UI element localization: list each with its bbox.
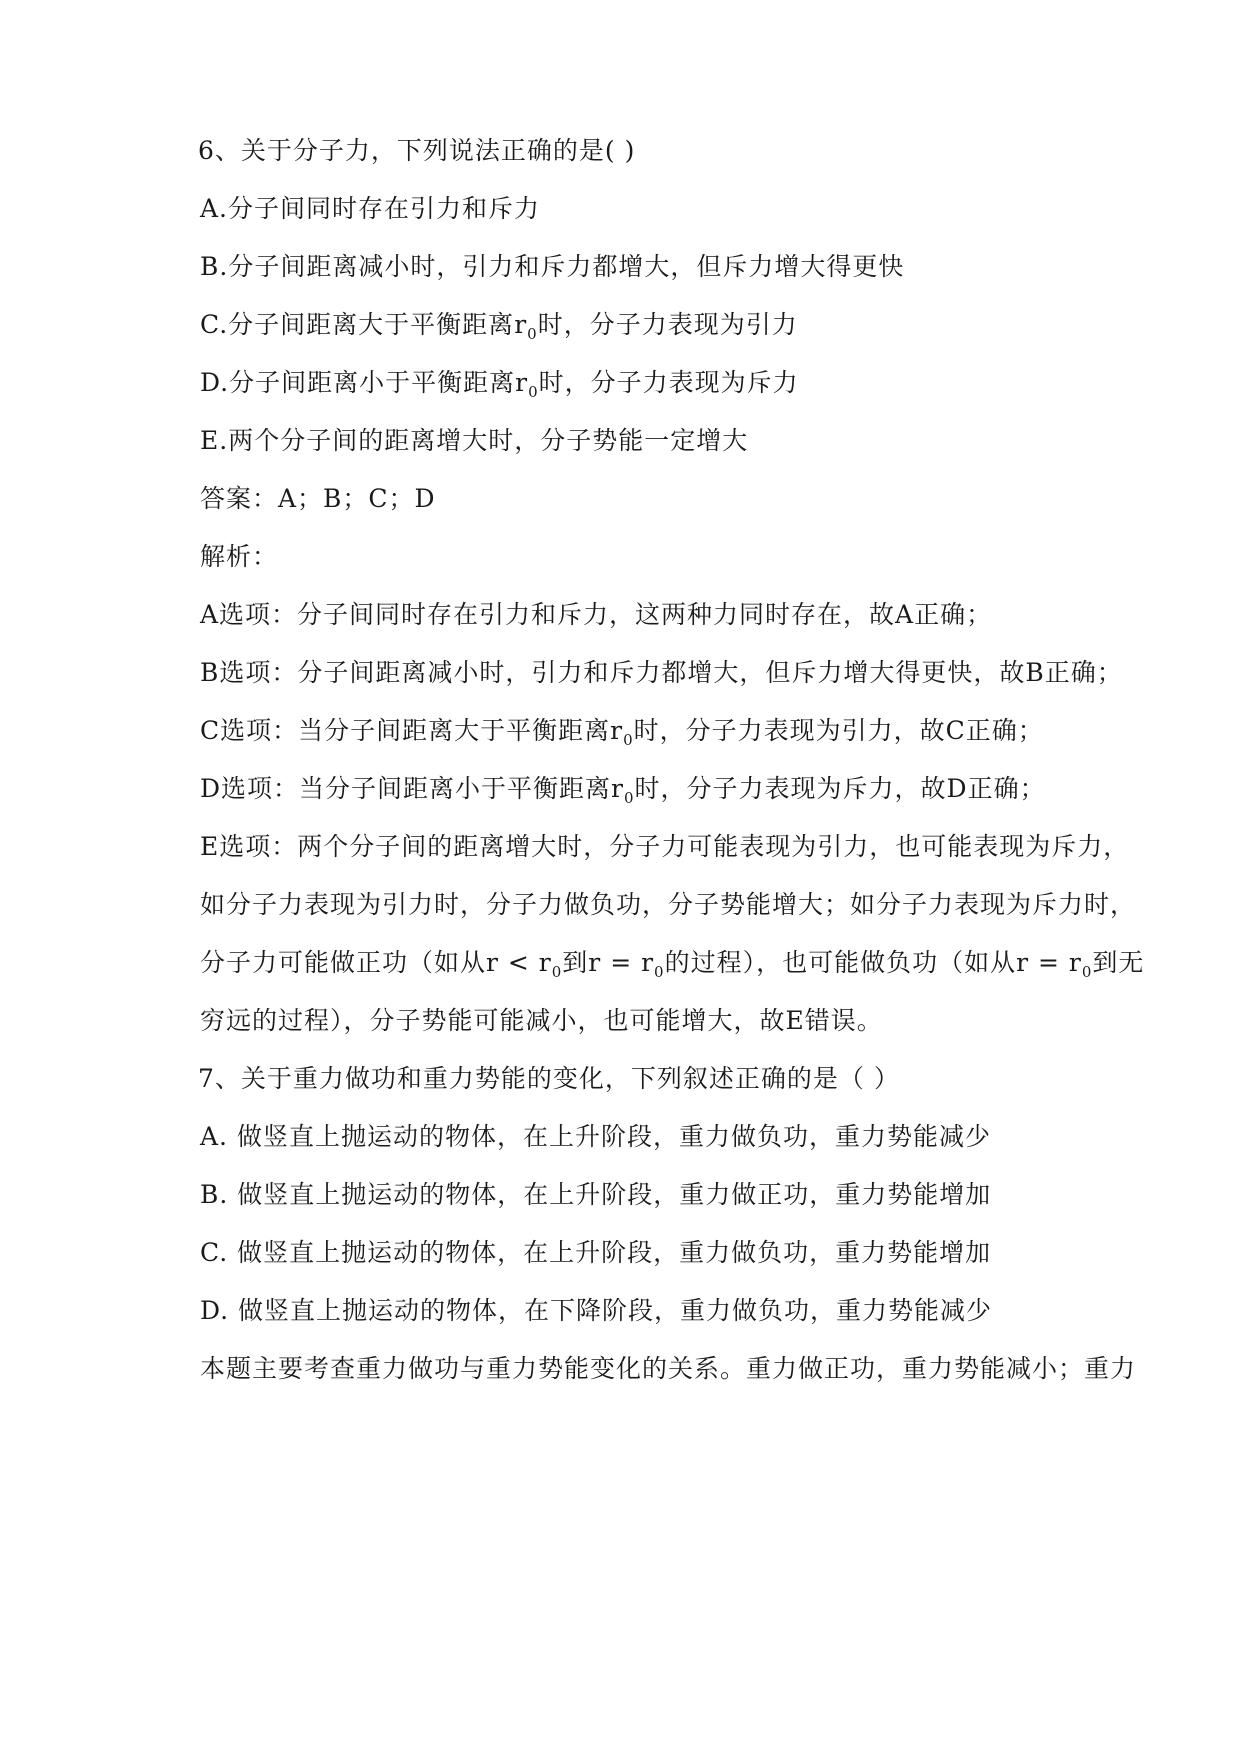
- r-letter: r: [538, 948, 552, 977]
- analysis-e-text-d: 到无: [1092, 948, 1145, 977]
- r-subscript-zero: 0: [551, 963, 563, 981]
- question-6-option-c: [200, 307, 1100, 343]
- r-subscript-zero: 0: [527, 325, 538, 343]
- r0-symbol: [641, 948, 665, 981]
- question-6-analysis-label: 解析：: [200, 542, 279, 571]
- question-6-option-a: A.分子间同时存在引力和斥力: [200, 194, 541, 223]
- r-letter: r: [514, 310, 528, 339]
- analysis-option-e-line-4: 穷远的过程），分子势能可能减小，也可能增大，故E错误。: [200, 1006, 883, 1035]
- analysis-option-c: [200, 713, 1100, 749]
- question-7-explanation: 本题主要考查重力做功与重力势能变化的关系。重力做正功，重力势能减小；重力: [200, 1354, 1137, 1383]
- question-6-stem: 6、关于分子力，下列说法正确的是( ): [198, 136, 636, 165]
- question-7-option-a: A. 做竖直上抛运动的物体，在上升阶段，重力做负功，重力势能减少: [200, 1122, 991, 1151]
- r-subscript-zero: 0: [528, 383, 539, 401]
- analysis-d-text-post: 时，分子力表现为斥力，故D正确；: [634, 774, 1046, 803]
- option-d-text-pre: D.分子间距离小于平衡距离: [200, 368, 516, 397]
- question-7-stem: 7、关于重力做功和重力势能的变化，下列叙述正确的是（ ）: [198, 1064, 900, 1093]
- r-letter: r: [1068, 948, 1082, 977]
- r-subscript-zero: 0: [654, 963, 665, 981]
- analysis-c-text-pre: C选项：当分子间距离大于平衡距离: [200, 716, 611, 745]
- question-7-option-b: B. 做竖直上抛运动的物体，在上升阶段，重力做正功，重力势能增加: [200, 1180, 992, 1209]
- r-subscript-zero: 0: [624, 789, 635, 807]
- analysis-d-text-pre: D选项：当分子间距离小于平衡距离: [200, 774, 612, 803]
- analysis-option-e-line-1: E选项：两个分子间的距离增大时，分子力可能表现为引力，也可能表现为斥力，: [200, 832, 1130, 861]
- r0-symbol: [610, 716, 634, 749]
- question-6-option-b: B.分子间距离减小时，引力和斥力都增大，但斥力增大得更快: [200, 252, 905, 281]
- analysis-option-a: A选项：分子间同时存在引力和斥力，这两种力同时存在，故A正确；: [200, 600, 993, 629]
- r0-symbol: [515, 368, 539, 401]
- r-subscript-zero: 0: [1081, 963, 1093, 981]
- analysis-option-b: B选项：分子间距离减小时，引力和斥力都增大，但斥力增大得更快，故B正确；: [200, 658, 1123, 687]
- analysis-e-text-b: 到r =: [562, 948, 642, 977]
- analysis-e-text-a: 分子力可能做正功（如从r <: [200, 948, 539, 977]
- r-letter: r: [515, 368, 529, 397]
- option-d-text-post: 时，分子力表现为斥力: [538, 368, 799, 397]
- r-letter: r: [611, 774, 624, 803]
- analysis-option-e-line-2: 如分子力表现为引力时，分子力做负功，分子势能增大；如分子力表现为斥力时，: [200, 890, 1137, 919]
- option-c-text-pre: C.分子间距离大于平衡距离: [200, 310, 515, 339]
- r-letter: r: [610, 716, 624, 745]
- analysis-option-d: [200, 771, 1100, 807]
- analysis-e-text-c: 的过程），也可能做负功（如从r =: [664, 948, 1069, 977]
- question-6-option-e: E.两个分子间的距离增大时，分子势能一定增大: [200, 426, 749, 455]
- r-letter: r: [641, 948, 655, 977]
- r0-symbol: [1068, 948, 1093, 981]
- question-6-answer: 答案：A；B；C；D: [200, 484, 436, 513]
- analysis-option-e-line-3: [200, 945, 1145, 981]
- r0-symbol: [611, 774, 635, 807]
- option-c-text-post: 时，分子力表现为引力: [537, 310, 798, 339]
- question-7-option-d: D. 做竖直上抛运动的物体，在下降阶段，重力做负功，重力势能减少: [200, 1296, 993, 1325]
- r0-symbol: [514, 310, 538, 343]
- analysis-c-text-post: 时，分子力表现为引力，故C正确；: [633, 716, 1044, 745]
- question-7-option-c: C. 做竖直上抛运动的物体，在上升阶段，重力做负功，重力势能增加: [200, 1238, 992, 1267]
- question-6-option-d: [200, 365, 1100, 401]
- r0-symbol: [538, 948, 563, 981]
- r-subscript-zero: 0: [623, 731, 634, 749]
